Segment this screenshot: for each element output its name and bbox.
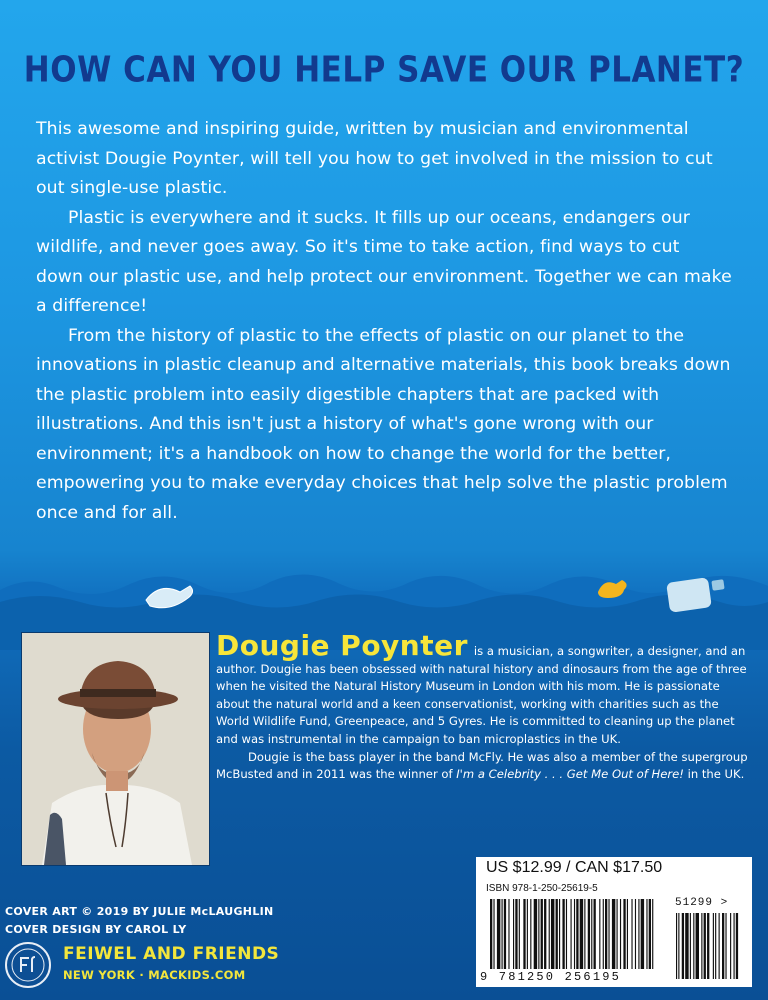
barcode-bar [576,899,578,969]
tv-show-title: I'm a Celebrity . . . Get Me Out of Here! [456,767,684,782]
bio-paragraph-2-start: Dougie is the bass player in the band McFly. He was also a member of the supergroup McBusted and in 2011 was the winner of [216,749,748,782]
barcode-bar [544,899,546,969]
addon-bar [704,913,706,979]
barcode-bar [497,899,500,969]
barcode-graphic [476,857,752,987]
barcode-bar [556,899,558,969]
addon-bar [715,913,716,979]
author-name: Dougie Poynter [216,629,468,662]
barcode-bar [603,899,604,969]
blurb [36,115,732,528]
publisher-address: NEW YORK · MACKIDS.COM [63,968,246,982]
cover-credits [5,903,274,939]
barcode-bar [641,899,644,969]
publisher-block [63,944,279,982]
addon-bar [707,913,709,979]
barcode-bar [534,899,537,969]
publisher-logo-icon [5,942,51,988]
addon-bar [693,913,694,979]
blurb-paragraph-3: From the history of plastic to the effects of plastic on our planet to the innovations in plastic cleanup and alternative materials, this book breaks down the plastic problem into easily digestible chapters that are packed with illustrations. And this isn't just a history of what's gone wrong with our environment; it's a handbook on how to change the world for the better, empowering you to make everyday choices that help solve the plastic problem once and for all. [36,325,731,523]
barcode-bar [523,899,525,969]
barcode-bar [584,899,585,969]
addon-bar [690,913,691,979]
barcode-bar [519,899,520,969]
barcode-bar [541,899,543,969]
bio-paragraph-1 [216,629,752,749]
addon-bar [696,913,699,979]
barcode-bar [549,899,550,969]
barcode-bar [559,899,560,969]
barcode-bar [591,899,592,969]
addon-bar [730,913,731,979]
barcode-bar [594,899,596,969]
author-portrait-illustration [22,633,209,865]
publisher-name: FEIWEL AND FRIENDS [63,944,280,964]
barcode-bar [652,899,653,969]
barcode-bar [530,899,531,969]
barcode-bar [588,899,590,969]
addon-bar [722,913,724,979]
addon-bar [719,913,720,979]
barcode-bar [631,899,632,969]
barcode-bar [502,899,503,969]
publisher-logo-mark [7,944,49,986]
bio-paragraph-1-text: is a musician, a songwriter, a designer, and an author. Dougie has been obsessed with natural history and dinosaurs from the age of three when he visited the Natural History Museum in London with his mom. He is passionate about the natural world and a keen conservationist, working with charities such as the World Wildlife Fund, Greenpeace, and 5 Gyres. He is committed to cleaning up the planet and was instrumental in the campaign to ban microplastics in the UK. [216,644,747,746]
addon-number: 51299 [675,897,714,909]
addon-bar [676,913,677,979]
barcode-bar [612,899,615,969]
bio-paragraph-2-end: in the UK. [687,767,745,782]
barcode-bar [574,899,575,969]
author-bio [216,629,752,784]
barcode-bar [580,899,583,969]
author-photo [21,632,210,866]
addon-mark: > [720,897,729,909]
barcode-bar [538,899,539,969]
barcode-bar [599,899,600,969]
barcode-bar [620,899,621,969]
barcode-bar [608,899,609,969]
blurb-paragraph-1: This awesome and inspiring guide, written by musician and environmental activist Dougie Poynter, will tell you how to get involved in the mission to cut out single-use plastic. [36,119,713,198]
barcode-bar [623,899,625,969]
barcode-bar [515,899,517,969]
barcode-bar [635,899,636,969]
barcode-bar [571,899,572,969]
barcode-bar [627,899,628,969]
addon-bar [678,913,679,979]
addon-bar [736,913,738,979]
barcode-bar [513,899,514,969]
barcode-digits: 9 781250 256195 [480,970,622,984]
barcode-bar [566,899,567,969]
barcode-bar [551,899,554,969]
barcode-bar [562,899,564,969]
blurb-paragraph-2: Plastic is everywhere and it sucks. It fills up our oceans, endangers our wildlife, and never goes away. So it's time to take action, find ways to cut down our plastic use, and help protect our environment. Together we can make a difference! [36,207,732,316]
barcode-bar [638,899,639,969]
addon-bar [685,913,688,979]
barcode-panel [476,857,752,987]
photo-credit-text [0,676,1,772]
addon-bar [682,913,684,979]
barcode-bar [527,899,528,969]
barcode-bar [490,899,492,969]
barcode-bar [493,899,494,969]
barcode-bar [646,899,647,969]
cover-art-credit: COVER ART © 2019 BY JULIE McLAUGHLIN [5,905,274,918]
isbn-label: ISBN 978-1-250-25619-5 [486,883,598,894]
barcode-bar [617,899,618,969]
bio-paragraph-2 [216,749,752,784]
cover-design-credit: COVER DESIGN BY CAROL LY [5,923,187,936]
addon-bar [701,913,702,979]
price-label: US $12.99 / CAN $17.50 [486,859,663,876]
barcode-bar [508,899,509,969]
barcode-bar [649,899,651,969]
headline: HOW CAN YOU HELP SAVE OUR PLANET? [23,49,745,91]
addon-bar [734,913,735,979]
addon-bar [725,913,726,979]
barcode-bar [605,899,607,969]
barcode-bar [504,899,506,969]
addon-bar [713,913,714,979]
